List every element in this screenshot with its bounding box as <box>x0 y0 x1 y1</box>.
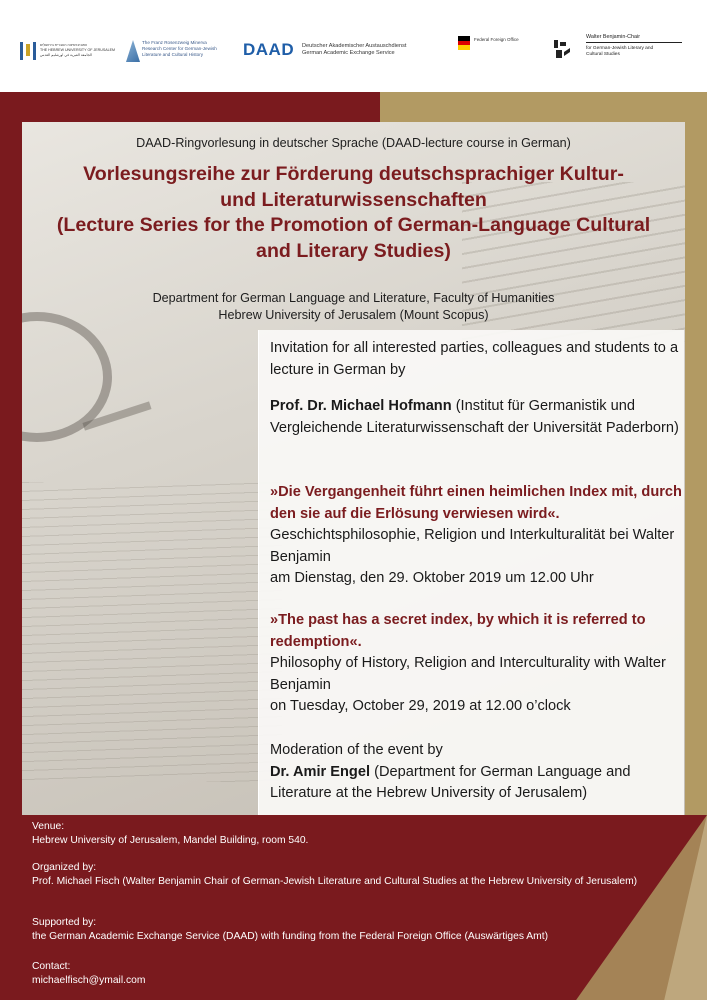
hebrew-university-logo-text: האוניברסיטה העברית בירושלים THE HEBREW UNIVERSITY OF JERUSALEM الجامعة العبرية في اورشليم القدس <box>40 43 116 57</box>
title-line: and Literary Studies) <box>256 239 451 262</box>
daad-logo-text: Deutscher Akademischer Austauschdienst German Academic Exchange Service <box>302 43 407 56</box>
hebrew-university-logo <box>20 36 116 66</box>
supporter-section <box>32 916 662 944</box>
german-lecture-block <box>270 482 682 590</box>
venue-section <box>32 820 662 848</box>
contact-label: Contact: <box>32 961 71 972</box>
department-line: Department for German Language and Literature, Faculty of Humanities <box>152 291 555 305</box>
walter-benjamin-logo <box>552 38 574 62</box>
german-flag-icon <box>458 36 470 50</box>
lecture-series-title <box>32 162 675 264</box>
german-lecture-date: am Dienstag, den 29. Oktober 2019 um 12.00 Uhr <box>270 570 594 586</box>
contact-section <box>32 960 662 988</box>
course-line: DAAD-Ringvorlesung in deutscher Sprache (DAAD-lecture course in German) <box>136 136 571 150</box>
moderator-affiliation: (Department for German Language and Literature at the Hebrew University of Jerusalem) <box>270 763 631 801</box>
speaker-paragraph <box>270 396 682 439</box>
supporter-label: Supported by: <box>32 917 97 928</box>
title-line: und Literaturwissenschaften <box>220 188 487 211</box>
federal-foreign-office-text: Federal Foreign Office <box>474 37 519 42</box>
walter-benjamin-icon <box>552 38 572 60</box>
english-lecture-subtitle: Philosophy of History, Religion and Interculturality with Walter Benjamin <box>270 655 666 693</box>
english-lecture-block <box>270 610 682 718</box>
chair-subtitle: for German-Jewish Literary and Cultural Studies <box>586 46 654 58</box>
logo-strip <box>0 0 707 92</box>
venue-label: Venue: <box>32 821 65 832</box>
german-lecture-subtitle: Geschichtsphilosophie, Religion und Interkulturalität bei Walter Benjamin <box>270 527 675 565</box>
venue-text: Hebrew University of Jerusalem, Mandel Building, room 540. <box>32 834 309 846</box>
invitation-intro: Invitation for all interested parties, colleagues and students to a lecture in German by <box>270 340 679 378</box>
invitation-panel <box>258 330 684 815</box>
walter-benjamin-chair-logo <box>586 32 690 66</box>
supporter-text: the German Academic Exchange Service (DAAD) with funding from the Federal Foreign Office (Auswärtiges Amt) <box>32 930 549 942</box>
minerva-center-logo <box>126 38 226 66</box>
chair-divider <box>586 42 682 43</box>
english-lecture-title: »The past has a secret index, by which it is referred to redemption«. <box>270 612 646 650</box>
organizer-label: Organized by: <box>32 862 97 873</box>
contact-email[interactable]: michaelfisch@ymail.com <box>32 974 146 986</box>
moderation-intro: Moderation of the event by <box>270 742 443 758</box>
daad-logo-mark: DAAD <box>243 40 295 59</box>
daad-logo <box>243 38 443 60</box>
speaker-affiliation: (Institut für Germanistik und Vergleichende Literaturwissenschaft der Universität Paderborn) <box>270 398 679 436</box>
department-info <box>22 290 685 323</box>
speaker-name: Prof. Dr. Michael Hofmann <box>270 398 452 414</box>
title-line: (Lecture Series for the Promotion of German-Language Cultural <box>56 214 651 236</box>
organizer-text: Prof. Michael Fisch (Walter Benjamin Chair of German-Jewish Literature and Cultural Studies at the Hebrew University of Jerusalem) <box>32 875 638 887</box>
chair-title: Walter Benjamin-Chair <box>586 34 641 40</box>
federal-foreign-office-logo <box>458 32 528 62</box>
department-line: Hebrew University of Jerusalem (Mount Scopus) <box>218 307 489 322</box>
maroon-side-bar <box>0 122 22 822</box>
minerva-center-logo-text: The Franz Rosenzweig Minerva Research Center for German-Jewish Literature and Cultural History <box>142 40 217 57</box>
gold-side-bar <box>685 122 707 822</box>
event-details-footer <box>0 815 707 1000</box>
menorah-icon <box>20 42 36 60</box>
german-lecture-title: »Die Vergangenheit führt einen heimlichen Index mit, durch den sie auf die Erlösung verwiesen wird«. <box>270 484 682 522</box>
minerva-icon <box>126 40 140 62</box>
organizer-section <box>32 861 662 889</box>
book-pages-illustration <box>22 482 282 782</box>
maroon-band <box>0 92 380 122</box>
moderator-name: Dr. Amir Engel <box>270 763 371 780</box>
english-lecture-date: on Tuesday, October 29, 2019 at 12.00 o’clock <box>270 698 571 714</box>
title-line: Vorlesungsreihe zur Förderung deutschsprachiger Kultur- <box>83 163 624 185</box>
gold-band <box>380 92 707 122</box>
moderation-block <box>270 740 682 805</box>
